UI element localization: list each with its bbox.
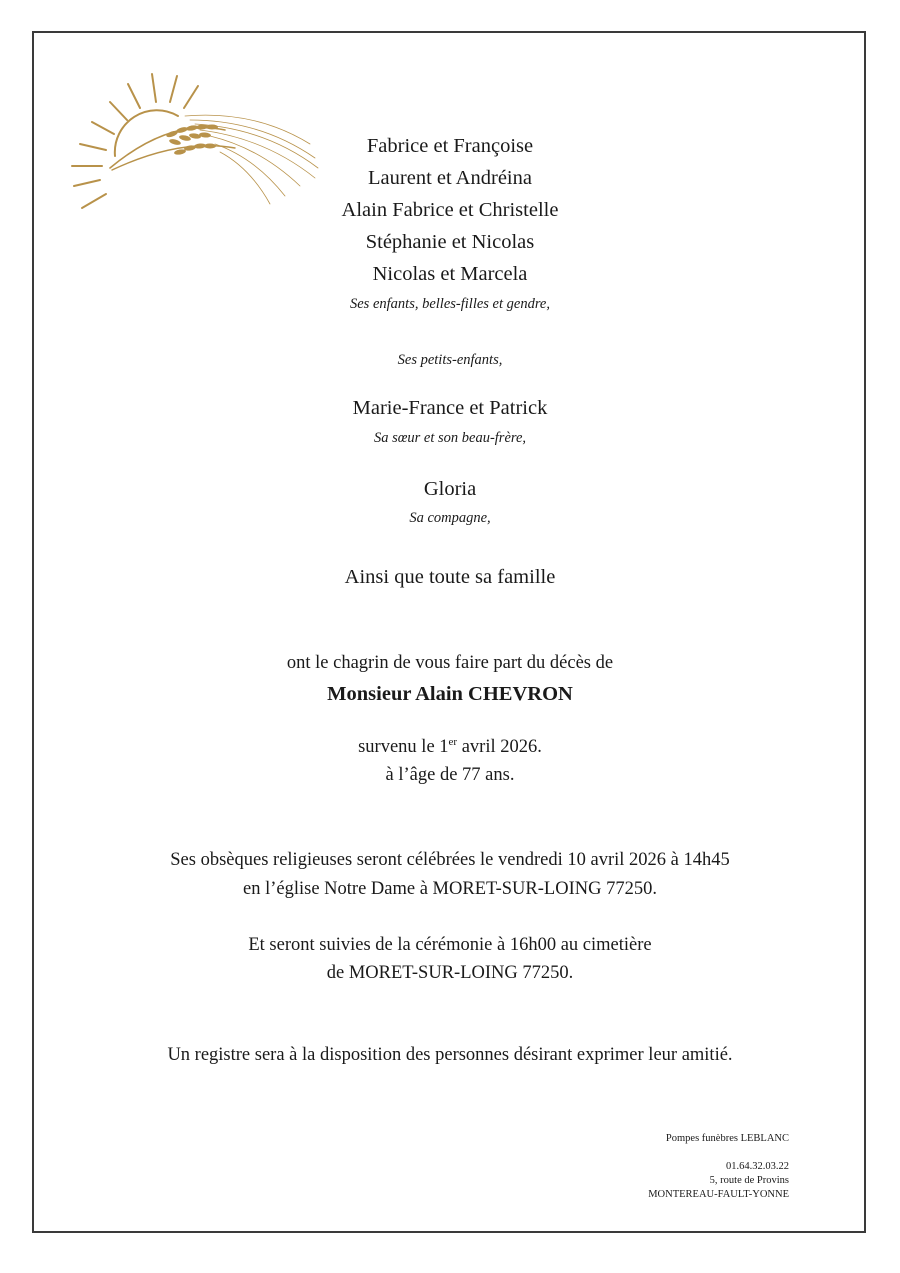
- sister-role: Sa sœur et son beau-frère,: [373, 430, 527, 446]
- children-role: Ses enfants, belles-filles et gendre,: [350, 296, 550, 312]
- date-suffix: avril 2026.: [457, 737, 542, 757]
- ceremony-line-1: Ses obsèques religieuses seront célébrées le vendredi 10 avril 2026 à 14h45: [170, 850, 730, 870]
- extended-family: Ainsi que toute sa famille: [344, 566, 556, 588]
- funeral-home-street: 5, route de Provins: [709, 1175, 789, 1186]
- date-of-death: [0, 737, 900, 758]
- funeral-home-city: MONTEREAU-FAULT-YONNE: [648, 1189, 789, 1200]
- announcement-intro: ont le chagrin de vous faire part du décès de: [286, 653, 614, 673]
- registry-notice: Un registre sera à la disposition des personnes désirant exprimer leur amitié.: [167, 1045, 733, 1065]
- cemetery-line-1: Et seront suivies de la cérémonie à 16h00 au cimetière: [248, 935, 652, 955]
- family-child-2: Laurent et Andréina: [368, 167, 532, 189]
- funeral-home-name: Pompes funèbres LEBLANC: [665, 1133, 789, 1144]
- date-prefix: survenu le 1: [358, 737, 449, 757]
- age-at-death: à l’âge de 77 ans.: [385, 765, 515, 785]
- date-superscript: er: [448, 736, 458, 748]
- deceased-name: Monsieur Alain CHEVRON: [327, 683, 573, 705]
- partner-role: Sa compagne,: [409, 510, 491, 526]
- grandchildren-role: Ses petits-enfants,: [397, 352, 503, 368]
- family-child-3: Alain Fabrice et Christelle: [341, 199, 559, 221]
- family-child-5: Nicolas et Marcela: [372, 263, 528, 285]
- funeral-home-phone: 01.64.32.03.22: [726, 1161, 789, 1172]
- cemetery-line-2: de MORET-SUR-LOING 77250.: [326, 963, 574, 983]
- partner-name: Gloria: [423, 478, 477, 500]
- family-child-1: Fabrice et Françoise: [366, 135, 534, 157]
- ceremony-line-2: en l’église Notre Dame à MORET-SUR-LOING 77250.: [243, 879, 657, 899]
- sister-names: Marie-France et Patrick: [352, 397, 548, 419]
- family-child-4: Stéphanie et Nicolas: [365, 231, 535, 253]
